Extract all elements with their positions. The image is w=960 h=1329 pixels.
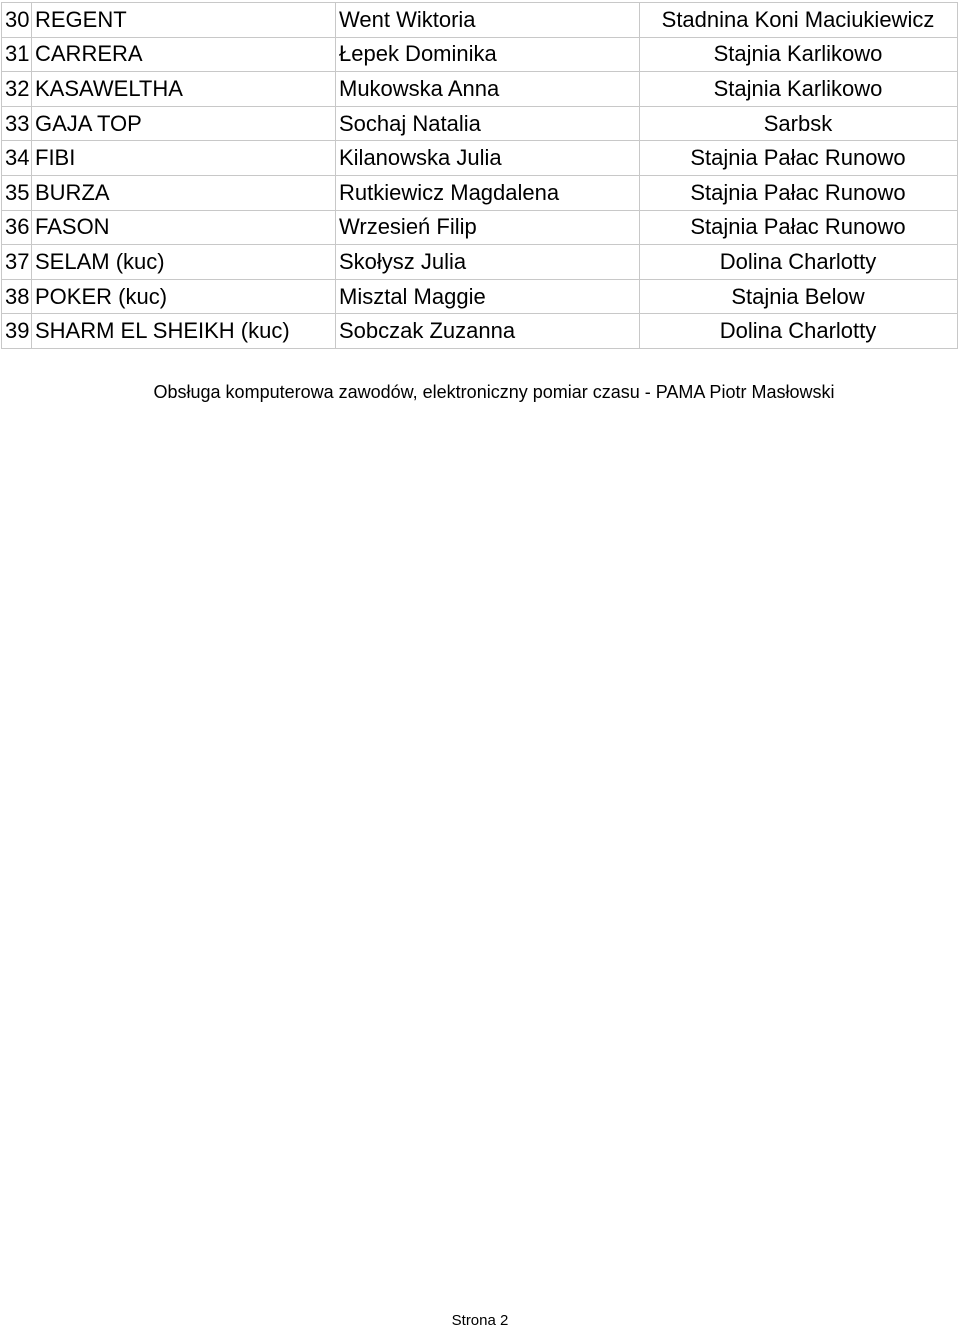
horse-name: KASAWELTHA bbox=[32, 72, 336, 107]
rider-name: Kilanowska Julia bbox=[336, 141, 640, 176]
rider-name: Sobczak Zuzanna bbox=[336, 314, 640, 349]
stable-name: Sarbsk bbox=[640, 106, 958, 141]
stable-name: Stajnia Pałac Runowo bbox=[640, 210, 958, 245]
stable-name: Stajnia Below bbox=[640, 279, 958, 314]
horse-name: FASON bbox=[32, 210, 336, 245]
rider-name: Misztal Maggie bbox=[336, 279, 640, 314]
stable-name: Stajnia Karlikowo bbox=[640, 72, 958, 107]
table-row bbox=[2, 210, 958, 245]
table-row bbox=[2, 37, 958, 72]
start-number: 39 bbox=[2, 314, 32, 349]
horse-name: GAJA TOP bbox=[32, 106, 336, 141]
table-row bbox=[2, 3, 958, 38]
stable-name: Dolina Charlotty bbox=[640, 314, 958, 349]
start-list-table bbox=[1, 2, 958, 349]
table-row bbox=[2, 279, 958, 314]
rider-name: Rutkiewicz Magdalena bbox=[336, 175, 640, 210]
table-row bbox=[2, 245, 958, 280]
rider-name: Mukowska Anna bbox=[336, 72, 640, 107]
start-number: 35 bbox=[2, 175, 32, 210]
stable-name: Stadnina Koni Maciukiewicz bbox=[640, 3, 958, 38]
horse-name: SELAM (kuc) bbox=[32, 245, 336, 280]
table-row bbox=[2, 72, 958, 107]
start-number: 36 bbox=[2, 210, 32, 245]
rider-name: Łepek Dominika bbox=[336, 37, 640, 72]
table-row bbox=[2, 141, 958, 176]
start-number: 31 bbox=[2, 37, 32, 72]
table-row bbox=[2, 175, 958, 210]
horse-name: REGENT bbox=[32, 3, 336, 38]
horse-name: SHARM EL SHEIKH (kuc) bbox=[32, 314, 336, 349]
page-number: Strona 2 bbox=[451, 1312, 509, 1329]
table-row bbox=[2, 106, 958, 141]
start-number: 34 bbox=[2, 141, 32, 176]
horse-name: POKER (kuc) bbox=[32, 279, 336, 314]
start-number: 32 bbox=[2, 72, 32, 107]
stable-name: Dolina Charlotty bbox=[640, 245, 958, 280]
horse-name: FIBI bbox=[32, 141, 336, 176]
table-row bbox=[2, 314, 958, 349]
rider-name: Went Wiktoria bbox=[336, 3, 640, 38]
horse-name: CARRERA bbox=[32, 37, 336, 72]
start-number: 30 bbox=[2, 3, 32, 38]
stable-name: Stajnia Karlikowo bbox=[640, 37, 958, 72]
start-number: 37 bbox=[2, 245, 32, 280]
timing-credit-note: Obsługa komputerowa zawodów, elektroniczny pomiar czasu - PAMA Piotr Masłowski bbox=[153, 382, 835, 402]
rider-name: Sochaj Natalia bbox=[336, 106, 640, 141]
horse-name: BURZA bbox=[32, 175, 336, 210]
stable-name: Stajnia Pałac Runowo bbox=[640, 175, 958, 210]
rider-name: Skołysz Julia bbox=[336, 245, 640, 280]
rider-name: Wrzesień Filip bbox=[336, 210, 640, 245]
start-number: 33 bbox=[2, 106, 32, 141]
stable-name: Stajnia Pałac Runowo bbox=[640, 141, 958, 176]
start-number: 38 bbox=[2, 279, 32, 314]
